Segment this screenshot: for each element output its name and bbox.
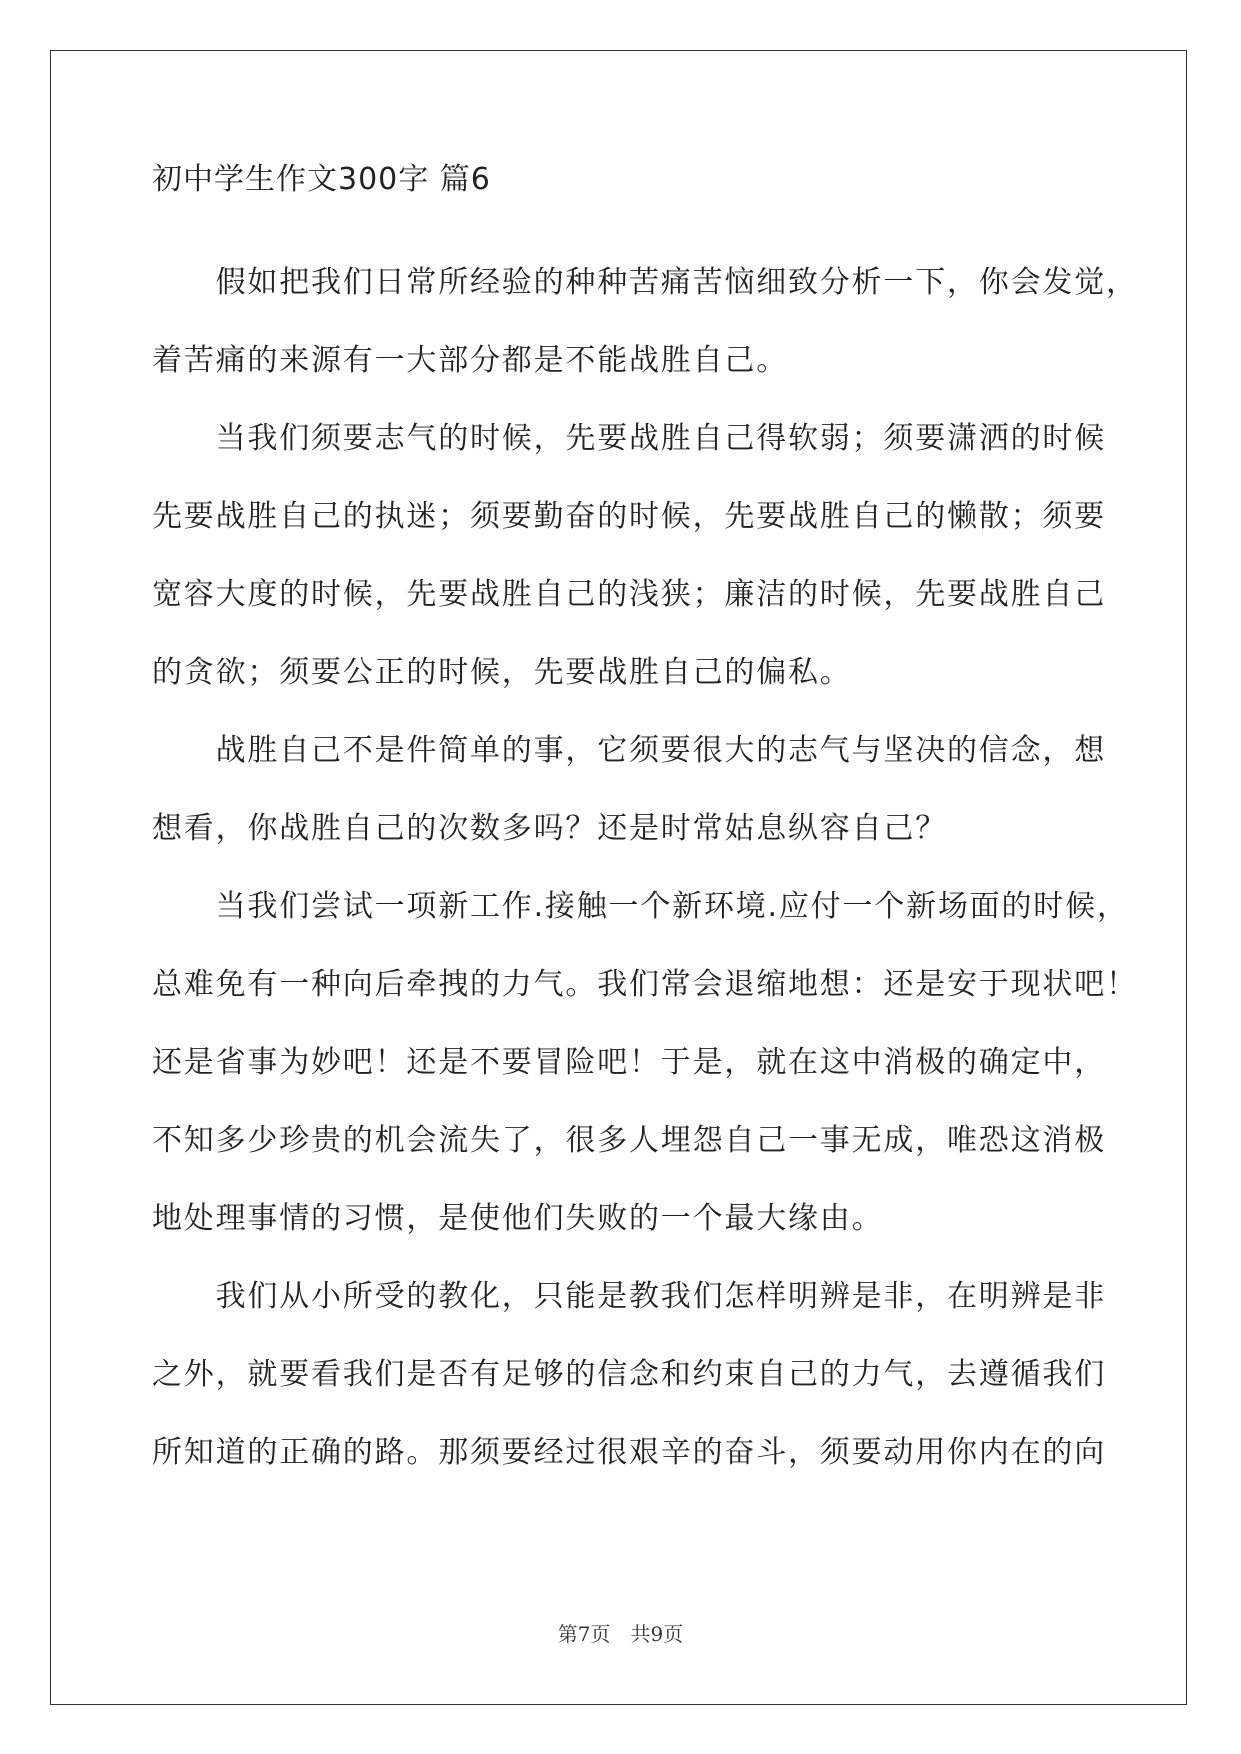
paragraph [152,400,1106,712]
text-line: 当我们须要志气的时候，先要战胜自己得软弱；须要潇洒的时候 [152,421,1106,456]
text-line: 先要战胜自己的执迷；须要勤奋的时候，先要战胜自己的懒散；须要 [152,499,1106,534]
text-line: 假如把我们日常所经验的种种苦痛苦恼细致分析一下，你会发觉， [152,265,1138,300]
text-line: 不知多少珍贵的机会流失了，很多人埋怨自己一事无成，唯恐这消极 [152,1123,1106,1158]
essay-title: 初中学生作文300字 篇6 [152,162,491,197]
text-line: 的贪欲；须要公正的时候，先要战胜自己的偏私。 [152,655,852,690]
text-line: 所知道的正确的路。那须要经过很艰辛的奋斗，须要动用你内在的向 [152,1435,1106,1470]
text-line: 当我们尝试一项新工作.接触一个新环境.应付一个新场面的时候， [152,889,1129,924]
text-line: 总难免有一种向后牵拽的力气。我们常会退缩地想：还是安于现状吧！ [152,967,1138,1002]
text-line: 地处理事情的习惯，是使他们失败的一个最大缘由。 [152,1201,884,1236]
text-line: 战胜自己不是件简单的事，它须要很大的志气与坚决的信念，想 [152,733,1106,768]
paragraph [152,712,1106,868]
paragraph [152,868,1138,1258]
page-number-footer: 第7页 共9页 [557,1622,684,1646]
document-body [152,160,1138,1492]
text-line: 想看，你战胜自己的次数多吗？还是时常姑息纵容自己？ [152,811,947,846]
paragraph [152,244,1138,400]
text-line: 宽容大度的时候，先要战胜自己的浅狭；廉洁的时候，先要战胜自己 [152,577,1106,612]
text-line: 我们从小所受的教化，只能是教我们怎样明辨是非，在明辨是非 [152,1279,1106,1314]
text-line: 还是省事为妙吧！还是不要冒险吧！于是，就在这中消极的确定中， [152,1045,1106,1080]
text-line: 着苦痛的来源有一大部分都是不能战胜自己。 [152,343,788,378]
paragraph [152,1258,1106,1492]
text-line: 之外，就要看我们是否有足够的信念和约束自己的力气，去遵循我们 [152,1357,1106,1392]
